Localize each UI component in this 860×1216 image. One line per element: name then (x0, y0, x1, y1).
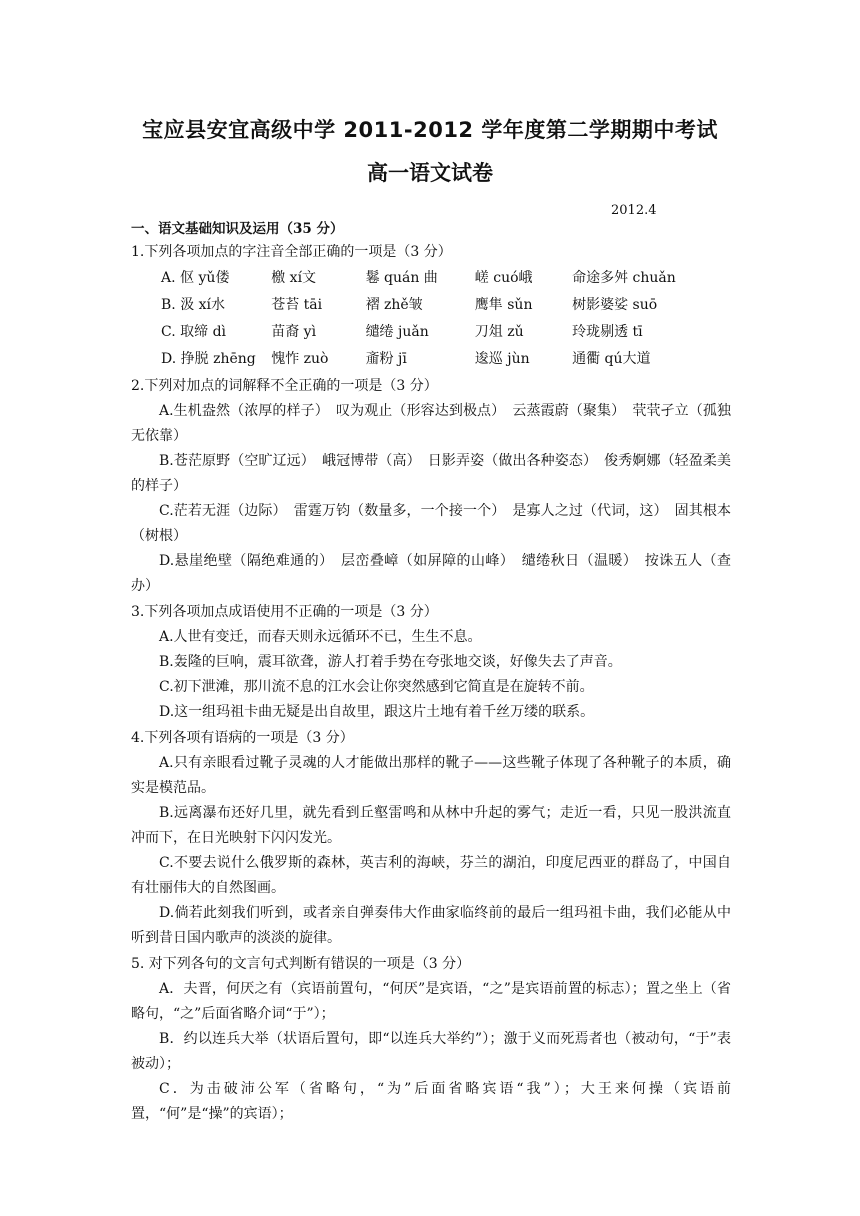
question-2-option-c: C.茫若无涯（边际） 雷霆万钧（数量多，一个接一个） 是寡人之过（代词，这） 固其根本（树根） (131, 503, 731, 544)
option-cell: 逡巡 jùn (474, 351, 530, 367)
option-cell: 愧怍 zuò (271, 351, 329, 367)
option-cell: 苍苔 tāi (271, 297, 323, 313)
question-4-option-d: D.倘若此刻我们听到，或者亲自弹奏伟大作曲家临终前的最后一组玛祖卡曲，我们必能从中听到昔日国内歌声的淡淡的旋律。 (131, 905, 731, 946)
question-5-option-a: A．夫晋，何厌之有（宾语前置句，“何厌”是宾语，“之”是宾语前置的标志）；置之坐上（省略句，“之”后面省略介词“于”）； (131, 981, 731, 1022)
exam-content (131, 219, 731, 1127)
question-1-options (131, 265, 731, 373)
question-3-stem: 3.下列各项加点成语使用不正确的一项是（3 分） (131, 604, 438, 620)
option-cell: 檄 xí文 (271, 270, 317, 286)
option-cell: 鹰隼 sǔn (474, 297, 533, 313)
option-cell: 刀俎 zǔ (474, 324, 524, 340)
option-cell: B. 汲 xí水 (161, 297, 226, 313)
option-cell: 苗裔 yì (271, 324, 317, 340)
option-cell: 缱绻 juǎn (365, 324, 429, 340)
option-cell: 褶 zhě皱 (365, 297, 423, 313)
question-3-option-b: B.轰隆的巨响，震耳欲聋，游人打着手势在夸张地交谈，好像失去了声音。 (159, 654, 622, 670)
option-cell: 命途多舛 chuǎn (572, 270, 676, 286)
option-row-a (131, 265, 731, 292)
option-cell: 玲珑剔透 tī (572, 324, 643, 340)
option-cell: 树影婆娑 suō (572, 297, 658, 313)
option-cell: D. 挣脱 zhēng (161, 351, 256, 367)
option-cell: 嵯 cuó峨 (474, 270, 533, 286)
option-row-b (131, 292, 731, 319)
question-3-option-c: C.初下泄滩，那川流不息的江水会让你突然感到它简直是在旋转不前。 (159, 679, 594, 695)
question-4-option-b: B.远离瀑布还好几里，就先看到丘壑雷鸣和从林中升起的雾气；走近一看，只见一股洪流直冲而下，在日光映射下闪闪发光。 (131, 805, 731, 846)
exam-date: 2012.4 (611, 203, 657, 218)
section-heading: 一、语文基础知识及运用（35 分） (131, 221, 344, 237)
question-2-stem: 2.下列对加点的词解释不全正确的一项是（3 分） (131, 378, 438, 394)
exam-title: 宝应县安宜高级中学 2011-2012 学年度第二学期期中考试 (142, 118, 718, 142)
question-4-stem: 4.下列各项有语病的一项是（3 分） (131, 730, 354, 746)
question-5-stem: 5. 对下列各句的文言句式判断有错误的一项是（3 分） (131, 956, 471, 972)
question-5-option-b: B．约以连兵大举（状语后置句，即“以连兵大举约”）；激于义而死焉者也（被动句，“于”表被动）； (131, 1031, 731, 1072)
option-cell: 通衢 qú大道 (572, 351, 651, 367)
question-2-option-d: D.悬崖绝壁（隔绝难通的） 层峦叠嶂（如屏障的山峰） 缱绻秋日（温暖） 按诛五人（查办） (131, 553, 731, 594)
question-1-stem: 1.下列各项加点的字注音全部正确的一项是（3 分） (131, 244, 452, 260)
question-4-option-a: A.只有亲眼看过靴子灵魂的人才能做出那样的靴子——这些靴子体现了各种靴子的本质，确实是模范品。 (131, 755, 731, 796)
option-row-c (131, 319, 731, 346)
question-5-option-c: C．为击破沛公军（省略句，“为”后面省略宾语“我”）；大王来何操（宾语前置，“何”是“操”的宾语）； (131, 1081, 731, 1122)
question-4-option-c: C.不要去说什么俄罗斯的森林，英吉利的海峡，芬兰的湖泊，印度尼西亚的群岛了，中国自有壮丽伟大的自然图画。 (131, 855, 731, 896)
question-2-option-b: B.苍茫原野（空旷辽远） 峨冠博带（高） 日影弄姿（做出各种姿态） 俊秀婀娜（轻盈柔美的样子） (131, 453, 731, 494)
option-row-d (131, 346, 731, 373)
exam-subtitle: 高一语文试卷 (367, 161, 493, 185)
option-cell: C. 取缔 dì (161, 324, 227, 340)
option-cell: A. 伛 yǔ偻 (161, 270, 230, 286)
option-cell: 鬈 quán 曲 (365, 270, 438, 286)
question-3-option-a: A.人世有变迁，而春天则永远循环不已，生生不息。 (159, 629, 482, 645)
option-cell: 齑粉 jī (365, 351, 407, 367)
question-3-option-d: D.这一组玛祖卡曲无疑是出自故里，跟这片土地有着千丝万缕的联系。 (159, 704, 595, 720)
question-2-option-a: A.生机盎然（浓厚的样子） 叹为观止（形容达到极点） 云蒸霞蔚（聚集） 茕茕孑立（孤独无依靠） (131, 403, 731, 444)
